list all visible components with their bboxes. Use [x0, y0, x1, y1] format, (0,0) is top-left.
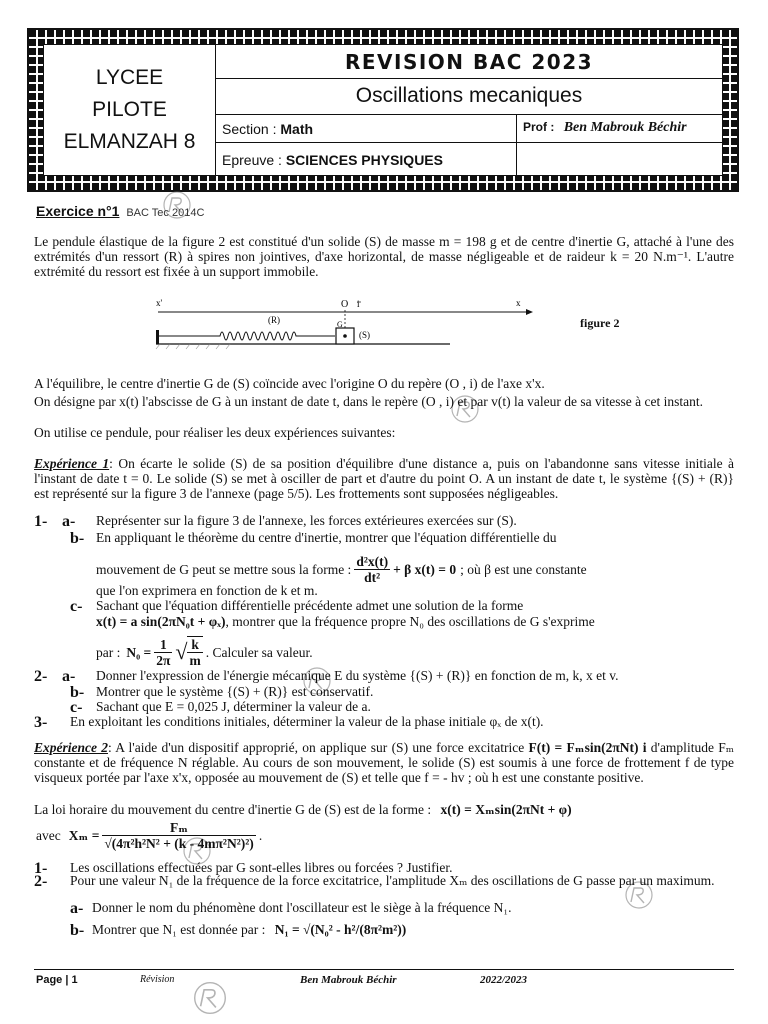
- subject-title: Oscillations mecaniques: [216, 79, 722, 115]
- intro-paragraph: Le pendule élastique de la figure 2 est constitué d'un solide (S) de masse m = 198 g et de centre d'inertie G, attaché à l'une des extrémités d'un ressort (R) à spires non jointives, d'axe horizontal, de masse négligeable et de raideur k = 20 N.m⁻¹. L'autre extrémité du ressort est fixée à un support immobile.: [34, 234, 734, 279]
- footer-divider: [34, 969, 734, 970]
- exp2-question-2a: Donner le nom du phénomène dont l'oscillateur est le siège à la fréquence N₁.: [92, 900, 512, 915]
- one-over-2pi-fraction: [154, 637, 172, 668]
- school-line-1: LYCEE: [95, 66, 164, 89]
- experience-2-intro: [34, 740, 734, 785]
- n1-formula: N₁ = √(N₀² - h²/(8π²m²)): [274, 922, 407, 937]
- subquestion-label: c-: [70, 699, 83, 716]
- fraction-numerator: Fₘ: [102, 820, 255, 836]
- question-number: 2-: [34, 668, 48, 685]
- sqrt-icon: √: [175, 639, 188, 664]
- footer-revision: Révision: [140, 974, 175, 985]
- prof-name: Ben Mabrouk Béchir: [563, 120, 687, 135]
- figure-2-diagram: [150, 294, 650, 350]
- figure-caption: figure 2: [580, 316, 620, 330]
- question-1c-line-1: Sachant que l'équation différentielle précédente admet une solution de la forme: [96, 598, 524, 613]
- experience-1-intro: [34, 456, 734, 501]
- n0-lhs: N₀ =: [126, 644, 152, 660]
- fraction-numerator: 1: [154, 637, 172, 653]
- question-1c-line-2: [96, 614, 736, 629]
- exp2-question-1: Les oscillations effectuées par G sont-elles libres ou forcées ? Justifier.: [70, 860, 453, 875]
- axis-right-label: x: [516, 298, 521, 308]
- axis-arrow-icon: [526, 309, 533, 315]
- footer-year: 2022/2023: [480, 974, 528, 986]
- paragraph-notation: On désigne par x(t) l'abscisse de G à un instant de date t, dans le repère (O , i) et par v(t) la valeur de sa vitesse à cet instant.: [34, 394, 703, 409]
- question-number: 2-: [34, 873, 48, 890]
- fraction-denominator: dt²: [364, 570, 381, 585]
- spring-icon: [159, 332, 335, 340]
- center-of-mass-dot: [343, 334, 347, 338]
- center-label: G: [337, 320, 343, 329]
- axis-left-label: x': [156, 298, 163, 308]
- question-number: 1-: [34, 513, 48, 530]
- question-2c: Sachant que E = 0,025 J, déterminer la valeur de a.: [96, 699, 371, 714]
- school-line-3: ELMANZAH 8: [63, 130, 196, 153]
- experience-2-title: Expérience 2: [34, 740, 108, 755]
- epreuve-value: SCIENCES PHYSIQUES: [285, 152, 443, 168]
- equation-rest: + β x(t) = 0: [393, 562, 457, 577]
- experience-2-text-1: : A l'aide d'un dispositif approprié, on applique sur (S) une force excitatrice: [108, 740, 525, 755]
- question-2b: Montrer que le système {(S) + (R)} est conservatif.: [96, 684, 374, 699]
- prof-cell: [517, 115, 722, 143]
- question-number: 3-: [34, 714, 48, 731]
- k-over-m-fraction: [187, 636, 202, 668]
- fraction-denominator: m: [189, 653, 201, 668]
- question-2a: Donner l'expression de l'énergie mécanique E du système {(S) + (R)} en fonction de m, k, x et v.: [96, 668, 619, 683]
- unit-vector-label: i: [357, 299, 360, 309]
- exercise-title: [36, 203, 204, 219]
- question-3: En exploitant les conditions initiales, déterminer la valeur de la phase initiale φₓ de x(t).: [70, 714, 544, 729]
- fraction-denominator: √(4π²h²N² + (k - 4mπ²N²)²): [104, 836, 254, 851]
- solid-label: (S): [359, 330, 370, 340]
- epreuve-label: Epreuve :: [222, 152, 282, 168]
- hour-law-equation: x(t) = Xₘsin(2πNt + φ): [440, 802, 572, 817]
- footer-page: Page | 1: [36, 974, 78, 986]
- question-1b-line-4: que l'on exprimera en fonction de k et m.: [96, 583, 318, 598]
- hour-law-line: [34, 802, 734, 817]
- second-derivative-fraction: [354, 554, 390, 585]
- question-1b-equation-line: [96, 554, 736, 585]
- question-1c-formula-line: [96, 636, 736, 668]
- section-label: Section :: [222, 121, 277, 137]
- exercise-number: Exercice n°1: [36, 203, 120, 219]
- section-value: Math: [280, 121, 314, 137]
- footer-author: Ben Mabrouk Béchir: [300, 974, 397, 986]
- question-1c-text: , montrer que la fréquence propre N₀ des oscillations de G s'exprime: [225, 614, 595, 629]
- solution-form: x(t) = a sin(2πN₀t + φₓ): [96, 614, 226, 629]
- ground-hatch: [156, 344, 230, 349]
- fraction-numerator: d²x(t): [356, 554, 389, 569]
- question-1a: Représenter sur la figure 3 de l'annexe, les forces extérieures exercées sur (S).: [96, 513, 517, 528]
- epreuve-cell: [216, 143, 517, 175]
- origin-label: O: [341, 299, 349, 310]
- header-frame: [27, 28, 739, 192]
- subquestion-label: b-: [70, 530, 85, 547]
- subquestion-label: a-: [62, 513, 76, 530]
- exp2-question-2b-line: [92, 922, 732, 937]
- section-cell: [216, 115, 517, 143]
- experience-2-text-3: La loi horaire du mouvement du centre d'inertie G de (S) est de la forme :: [34, 802, 432, 817]
- subquestion-label: a-: [70, 900, 84, 917]
- header-table: [43, 44, 723, 176]
- par-label: par :: [96, 644, 121, 660]
- paragraph-equilibrium: A l'équilibre, le centre d'inertie G de (S) coïncide avec l'origine O du repère (O , i) de l'axe x'x.: [34, 376, 545, 391]
- exercise-source: BAC Tec 2014C: [126, 207, 205, 219]
- question-1b-line-3: ; où β est une constante: [460, 562, 587, 577]
- prof-label: Prof :: [523, 120, 555, 134]
- school-line-2: PILOTE: [92, 98, 167, 121]
- question-1b-line-2: mouvement de G peut se mettre sous la forme :: [96, 562, 352, 577]
- subquestion-label: b-: [70, 684, 85, 701]
- subquestion-label: c-: [70, 598, 83, 615]
- xm-lhs: Xₘ =: [68, 828, 100, 843]
- school-name: [44, 45, 216, 175]
- paragraph-intro-experiments: On utilise ce pendule, pour réaliser les deux expériences suivantes:: [34, 425, 396, 440]
- fraction-numerator: k: [187, 637, 202, 653]
- fraction-denominator: 2π: [156, 652, 171, 668]
- exp2-question-2b: Montrer que N₁ est donnée par :: [92, 922, 266, 937]
- question-1c-calc: . Calculer sa valeur.: [205, 644, 313, 660]
- experience-1-title: Expérience 1: [34, 456, 110, 471]
- question-1b-line-1: En appliquant le théorème du centre d'inertie, montrer que l'équation différentielle du: [96, 530, 557, 545]
- question-number: 1-: [34, 860, 48, 877]
- subquestion-label: b-: [70, 922, 85, 939]
- period-mark: .: [258, 828, 263, 843]
- revision-title: REVISION BAC 2023: [216, 45, 722, 79]
- excitation-force: F(t) = Fₘsin(2πNt) i: [528, 740, 647, 755]
- subquestion-label: a-: [62, 668, 76, 685]
- amplitude-formula-line: [36, 820, 636, 851]
- avec-label: avec: [36, 828, 61, 843]
- wall-support: [156, 330, 159, 344]
- watermark-logo-icon: [190, 978, 230, 1018]
- experience-2-text-2: d'amplitude Fₘ constante et de fréquence N réglable. Au cours de son mouvement, le solide (S) est soumis à une force de frottement f de type visqueux portée par l'axe x'x, opposée au mouvement de (S) et telle que f = - hv ; où h est une constante positive.: [34, 740, 734, 785]
- spring-label: (R): [268, 315, 280, 325]
- experience-1-text: : On écarte le solide (S) de sa position d'équilibre d'une distance a, puis on l'abandonne sans vitesse initiale à l'instant de date t = 0. Le solide (S) se met à osciller de part et d'autre du point O. A un instant de date t, le système {(S) + (R)} est représenté sur la figure 3 de l'annexe (page 5/5). Les frottements sont supposées négligeables.: [34, 456, 734, 501]
- amplitude-fraction: [102, 820, 255, 851]
- exp2-question-2: Pour une valeur N₁ de la fréquence de la force excitatrice, l'amplitude Xₘ des oscillations de G passe par un maximum.: [70, 873, 715, 888]
